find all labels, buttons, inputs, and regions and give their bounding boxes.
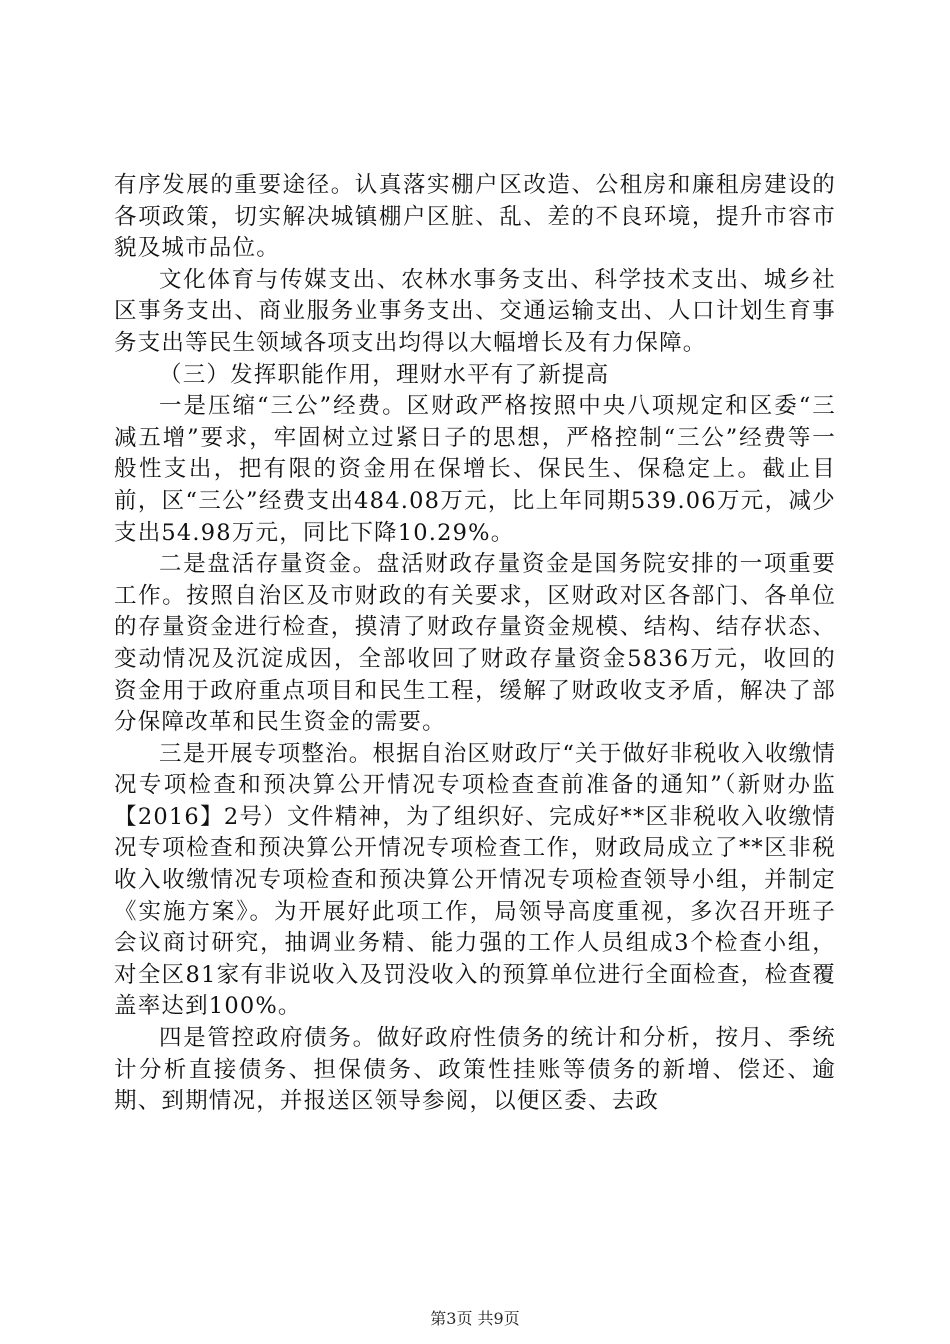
paragraph: 一是压缩“三公”经费。区财政严格按照中央八项规定和区委“三减五增”要求，牢固树立过紧日子的思想，严格控制“三公”经费等一般性支出，把有限的资金用在保增长、保民生、保稳定上。截止目前，区“三公”经费支出484.08万元，比上年同期539.06万元，减少支出54.98万元，同比下降10.29%。: [114, 393, 836, 546]
paragraph: 三是开展专项整治。根据自治区财政厅“关于做好非税收入收缴情况专项检查和预决算公开情况专项检查查前准备的通知”（新财办监【2016】2号）文件精神，为了组织好、完成好**区非税收入收缴情况专项检查和预决算公开情况专项检查工作，财政局成立了**区非税收入收缴情况专项检查和预决算公开情况专项检查领导小组，并制定《实施方案》。为开展好此项工作，局领导高度重视，多次召开班子会议商讨研究，抽调业务精、能力强的工作人员组成3个检查小组，对全区81家有非说收入及罚没收入的预算单位进行全面检查，检查覆盖率达到100%。: [114, 740, 836, 1020]
section-heading: （三）发挥职能作用，理财水平有了新提高: [159, 361, 610, 388]
document-body: [114, 170, 836, 1118]
paragraph: 二是盘活存量资金。盘活财政存量资金是国务院安排的一项重要工作。按照自治区及市财政的有关要求，区财政对区各部门、各单位的存量资金进行检查，摸清了财政存量资金规模、结构、结存状态、变动情况及沉淀成因，全部收回了财政存量资金5836万元，收回的资金用于政府重点项目和民生工程，缓解了财政收支矛盾，解决了部分保障改革和民生资金的需要。: [114, 551, 836, 736]
paragraph: 四是管控政府债务。做好政府性债务的统计和分析，按月、季统计分析直接债务、担保债务、政策性挂账等债务的新增、偿还、逾期、到期情况，并报送区领导参阅，以便区委、去政: [114, 1025, 836, 1115]
paragraph: 文化体育与传媒支出、农林水事务支出、科学技术支出、城乡社区事务支出、商业服务业事务支出、交通运输支出、人口计划生育事务支出等民生领域各项支出均得以大幅增长及有力保障。: [114, 266, 836, 356]
paragraph: 有序发展的重要途径。认真落实棚户区改造、公租房和廉租房建设的各项政策，切实解决城镇棚户区脏、乱、差的不良环境，提升市容市貌及城市品位。: [114, 172, 836, 262]
page-footer: 第3页 共9页: [430, 1309, 520, 1328]
